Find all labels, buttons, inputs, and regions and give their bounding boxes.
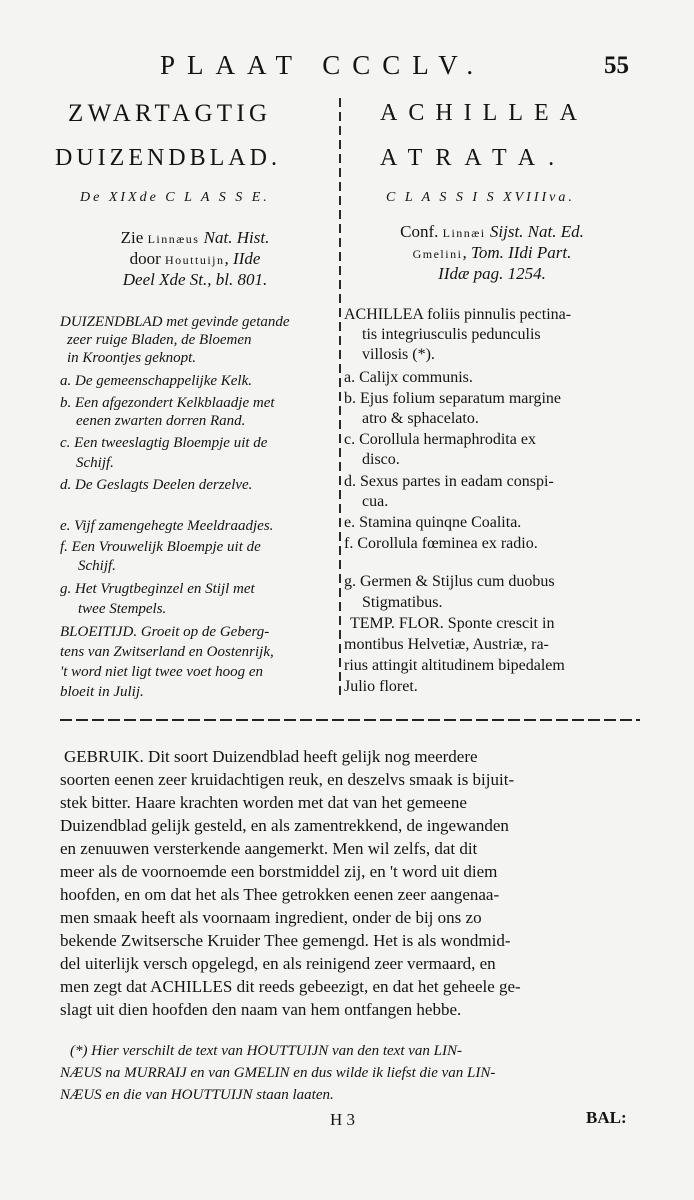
gebruik-line: men zegt dat ACHILLES dit reeds gebeezigt, en dat het geheele ge- xyxy=(60,977,521,996)
dutch-reference-line-1 xyxy=(60,228,330,249)
dutch-line: in Kroontjes geknopt. xyxy=(67,350,197,366)
author-name: Gmelini xyxy=(412,247,463,261)
signature-mark: H 3 xyxy=(330,1110,356,1129)
gebruik-line: Duizendblad gelijk gesteld, en als zamentrekkend, de ingewanden xyxy=(60,816,509,835)
dutch-line: Schijf. xyxy=(78,558,116,574)
dutch-line: bloeit in Julij. xyxy=(60,684,144,700)
latin-line: tis integriusculis pedunculis xyxy=(362,326,541,343)
latin-line: TEMP. FLOR. Sponte crescit in xyxy=(350,615,555,632)
latin-reference-line-2 xyxy=(342,243,642,264)
latin-line: f. Corollula fœminea ex radio. xyxy=(344,535,538,552)
gebruik-line: del uiterlijk versch opgelegd, en als reinigend zeer vermaard, en xyxy=(60,954,496,973)
latin-title-line-1: ACHILLEA xyxy=(380,100,588,126)
catchword: BAL: xyxy=(586,1108,627,1127)
latin-line: Stigmatibus. xyxy=(362,594,443,611)
latin-line: e. Stamina quinqne Coalita. xyxy=(344,514,522,531)
latin-reference xyxy=(342,222,642,284)
dutch-line: f. Een Vrouwelijk Bloempje uit de xyxy=(60,539,261,555)
gebruik-line: men smaak heeft als voornaam ingredient, onder de bij ons zo xyxy=(60,908,482,927)
plate-heading: PLAAT CCCLV. xyxy=(160,50,486,80)
ref-text: door xyxy=(129,249,166,268)
gebruik-line: GEBRUIK. Dit soort Duizendblad heeft gelijk nog meerdere xyxy=(64,747,478,766)
dutch-line: c. Een tweeslagtig Bloempje uit de xyxy=(60,435,268,451)
latin-line: atro & sphacelato. xyxy=(362,410,479,427)
latin-line: Julio floret. xyxy=(344,678,418,695)
dutch-line: twee Stempels. xyxy=(78,601,167,617)
dutch-line: DUIZENDBLAD met gevinde getande xyxy=(60,314,290,330)
ref-text: Nat. Hist. xyxy=(199,228,270,247)
latin-line: montibus Helvetiæ, Austriæ, ra- xyxy=(344,636,549,653)
latin-line: ACHILLEA foliis pinnulis pectina- xyxy=(344,306,572,323)
gebruik-line: meer als de voornoemde een borstmiddel zij, en 't word uit diem xyxy=(60,862,498,881)
gebruik-line: hoofden, en om dat het als Thee getrokken eenen zeer aangenaa- xyxy=(60,885,500,904)
dutch-line: g. Het Vrugtbeginzel en Stijl met xyxy=(60,581,255,597)
latin-line: disco. xyxy=(362,451,400,468)
dutch-line: BLOEITIJD. Groeit op de Geberg- xyxy=(60,624,270,640)
latin-reference-line-1 xyxy=(342,222,642,243)
page-number: 55 xyxy=(604,52,629,79)
gebruik-line: en zenuuwen versterkende aangemerkt. Men wil zelfs, dat dit xyxy=(60,839,478,858)
latin-classis: C L A S S I S XVIIIva. xyxy=(386,190,575,205)
dutch-line: a. De gemeenschappelijke Kelk. xyxy=(60,373,253,389)
dutch-line: Schijf. xyxy=(76,455,114,471)
gebruik-line: soorten eenen zeer kruidachtigen reuk, en deszelvs smaak is bijuit- xyxy=(60,770,515,789)
footnote-line: NÆUS en die van HOUTTUIJN staan laaten. xyxy=(60,1087,334,1103)
dutch-reference xyxy=(60,228,330,290)
gebruik-line: stek bitter. Haare krachten worden met dat van het gemeene xyxy=(60,793,467,812)
dutch-classis: De XIXde C L A S S E. xyxy=(80,190,270,205)
author-name: Linnæus xyxy=(147,232,200,246)
latin-line: rius attingit altitudinem bipedalem xyxy=(344,657,565,674)
ref-text: Conf. xyxy=(400,222,443,241)
dutch-title-line-1: ZWARTAGTIG xyxy=(68,100,272,127)
latin-line: a. Calijx communis. xyxy=(344,369,473,386)
dutch-line: 't word niet ligt twee voet hoog en xyxy=(60,664,264,680)
footnote-line: (*) Hier verschilt de text van HOUTTUIJN van den text van LIN- xyxy=(70,1043,462,1059)
latin-line: g. Germen & Stijlus cum duobus xyxy=(344,573,555,590)
latin-title-line-2: ATRATA. xyxy=(380,145,568,171)
author-name: Houttuijn xyxy=(165,253,225,267)
gebruik-line: bekende Zwitsersche Kruider Thee gemengd. Het is als wondmid- xyxy=(60,931,511,950)
column-divider xyxy=(339,98,341,700)
gebruik-line: slagt uit dien hoofden den naam van hem ontfangen hebbe. xyxy=(60,1000,462,1019)
dutch-line: eenen zwarten dorren Rand. xyxy=(76,413,246,429)
dutch-reference-line-2 xyxy=(60,249,330,270)
ref-text: , IIde xyxy=(224,249,261,268)
dutch-reference-line-3: Deel Xde St., bl. 801. xyxy=(122,270,268,289)
latin-reference-line-3: IIdæ pag. 1254. xyxy=(438,264,546,283)
latin-line: cua. xyxy=(362,493,389,510)
ref-text: , Tom. IIdi Part. xyxy=(462,243,572,262)
latin-line: b. Ejus folium separatum margine xyxy=(344,390,561,407)
latin-line: c. Corollula hermaphrodita ex xyxy=(344,431,536,448)
dutch-title-line-2: DUIZENDBLAD. xyxy=(55,145,281,171)
dutch-line: b. Een afgezondert Kelkblaadje met xyxy=(60,395,275,411)
latin-line: villosis (*). xyxy=(362,346,435,363)
dutch-line: zeer ruige Bladen, de Bloemen xyxy=(67,332,252,348)
ref-text: Zie xyxy=(120,228,148,247)
ref-text: Sijst. Nat. Ed. xyxy=(485,222,584,241)
dutch-line: tens van Zwitserland en Oostenrijk, xyxy=(60,644,274,660)
dutch-line: e. Vijf zamengehegte Meeldraadjes. xyxy=(60,518,274,534)
section-divider xyxy=(60,719,640,721)
footnote-line: NÆUS na MURRAIJ en van GMELIN en dus wilde ik liefst die van LIN- xyxy=(60,1065,496,1081)
dutch-line: d. De Geslagts Deelen derzelve. xyxy=(60,477,253,493)
author-name: Linnæi xyxy=(442,226,486,240)
latin-line: d. Sexus partes in eadam conspi- xyxy=(344,473,554,490)
